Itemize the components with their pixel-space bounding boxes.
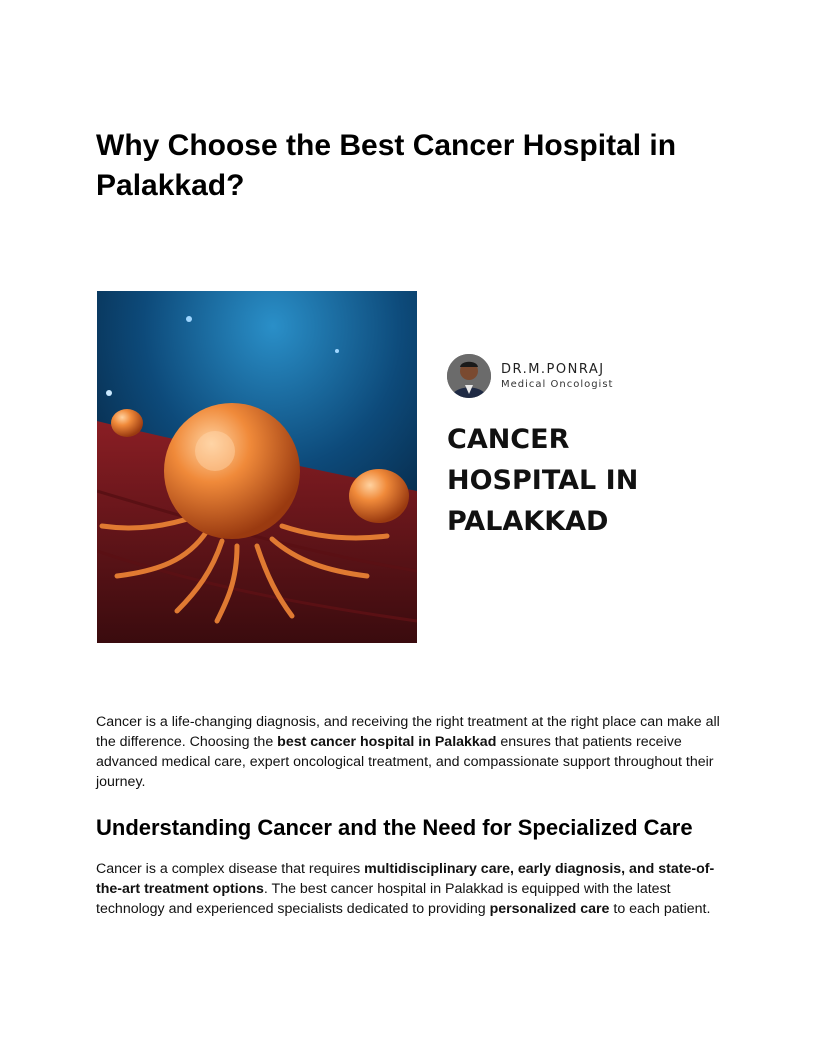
section-text: Cancer is a complex disease that requires	[96, 861, 365, 877]
doctor-avatar	[447, 354, 491, 398]
section-heading: Understanding Cancer and the Need for Specialized Care	[96, 815, 693, 840]
section-text: to each patient.	[609, 901, 711, 917]
doctor-role: Medical Oncologist	[501, 379, 614, 390]
page-title: Why Choose the Best Cancer Hospital in Palakkad?	[96, 129, 677, 202]
headline-line: HOSPITAL IN	[447, 465, 639, 496]
intro-paragraph	[96, 712, 726, 792]
section-bold-text: personalized care	[489, 901, 610, 917]
intro-text: Cancer is a life-changing diagnosis, and receiving the right treatment at the right place can make all the difference. Choosing the	[96, 714, 720, 750]
doctor-badge	[447, 354, 707, 400]
banner-image	[97, 291, 730, 643]
section-bold-text: multidisciplinary care, early diagnosis, and state-of-the-art treatment options	[96, 861, 715, 897]
intro-text: ensures that patients receive advanced medical care, expert oncological treatment, and compassionate support throughout their journey.	[96, 734, 714, 790]
headline-line: PALAKKAD	[447, 506, 609, 537]
doctor-name: DR.M.PONRAJ	[501, 362, 605, 377]
cancer-cell-illustration	[97, 291, 417, 643]
banner-headline	[447, 419, 717, 542]
section-paragraph	[96, 859, 726, 919]
section-text: . The best cancer hospital in Palakkad is equipped with the latest technology and experienced specialists dedicated to providing	[96, 881, 671, 917]
intro-bold-text: best cancer hospital in Palakkad	[277, 734, 497, 750]
headline-line: CANCER	[447, 424, 570, 455]
